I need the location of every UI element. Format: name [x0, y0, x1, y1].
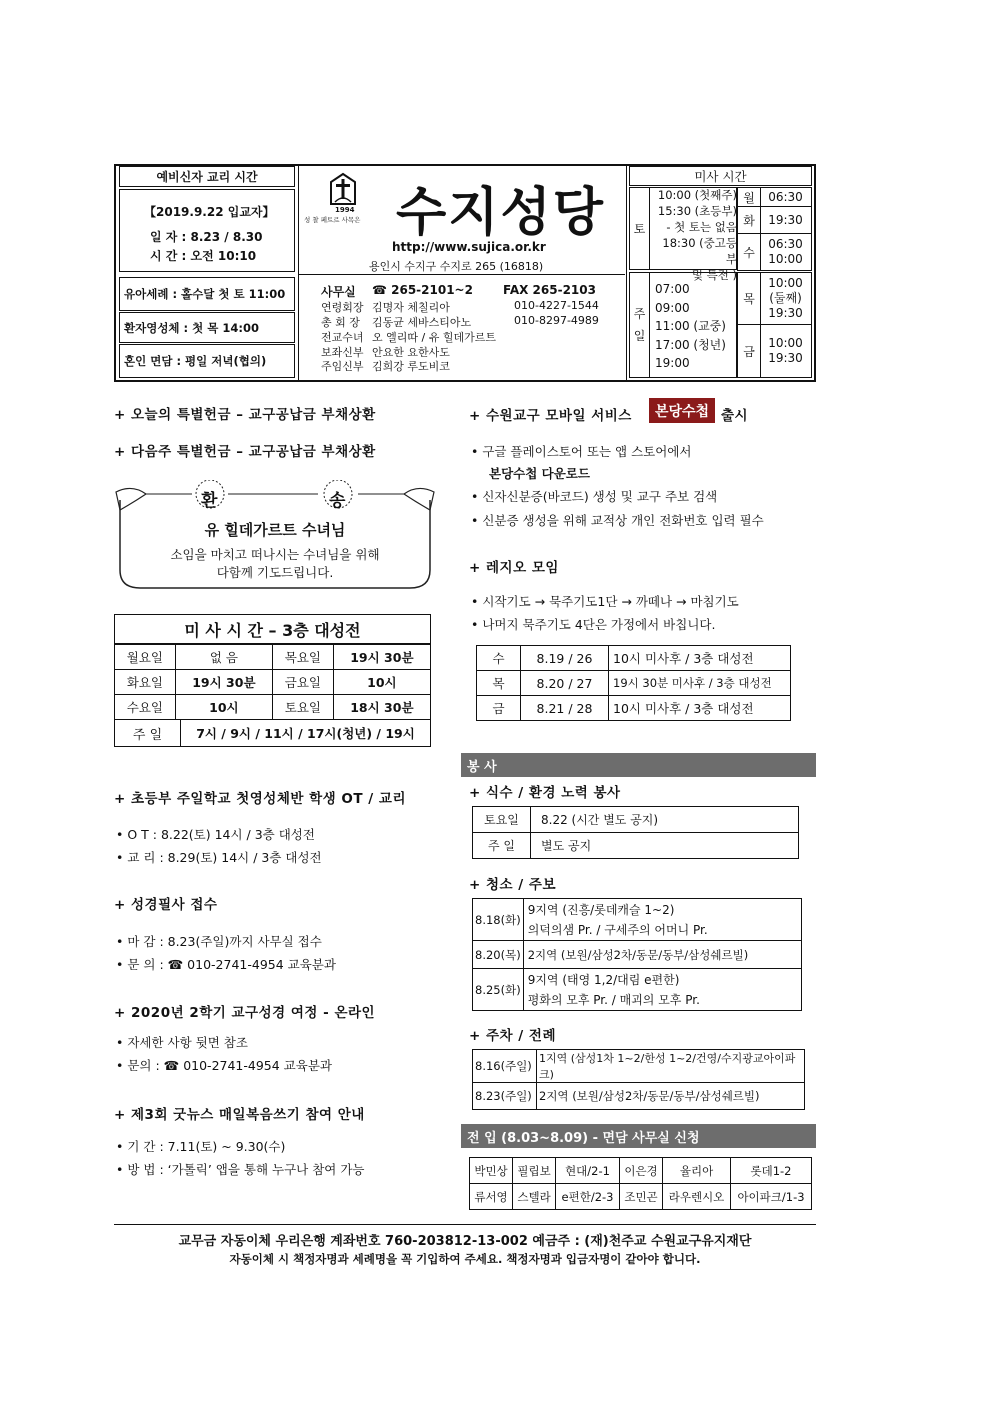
staff-name: 오 엘리따 / 유 힐데가르트 [372, 331, 496, 344]
table-row [473, 969, 802, 1011]
cell-line: 의덕의샘 Pr. / 구세주의 어머니 Pr. [527, 922, 708, 937]
table-cell: 스텔라 [513, 1184, 556, 1210]
footer-note: 자동이체 시 책정자명과 세례명을 꼭 기입하여 주세요. 책정자명과 입금자명이 같아야 합니다. [229, 1252, 701, 1266]
sun-label: 주 일 [629, 272, 650, 378]
table-row [477, 671, 791, 696]
table-row [473, 833, 799, 859]
sat-time: - 첫 토는 없음 [666, 220, 737, 234]
sun-time: 19:00 [655, 356, 690, 370]
table-row [470, 1158, 812, 1184]
table-row [473, 1083, 805, 1110]
church-name: 수지성당 [396, 183, 605, 243]
staff-role: 총 회 장 [321, 316, 360, 329]
sun-time: 09:00 [655, 300, 690, 315]
special-offering-today: + 오늘의 특별헌금 – 교구공납금 부채상환 [114, 407, 376, 423]
table-cell [523, 899, 801, 941]
table-cell: 19시 30분 [333, 645, 430, 670]
table-cell: 라우렌시오 [663, 1184, 731, 1210]
cleaning-title: + 청소 / 주보 [469, 877, 557, 893]
divider [626, 166, 627, 380]
table-row [473, 1050, 805, 1083]
table-cell: 10시 [175, 695, 272, 720]
table-row [473, 807, 799, 833]
table-cell: 8.18(화) [473, 899, 524, 941]
mobile-service-title: + 수원교구 모바일 서비스 [469, 408, 632, 424]
table-cell [523, 969, 801, 1011]
weekday-label: 목 [737, 272, 761, 325]
staff-name: 김명자 체칠리아 [372, 301, 450, 314]
church-url[interactable]: http://www.sujica.or.kr [392, 240, 546, 254]
table-row [477, 696, 791, 721]
list-item: • O T : 8.22(토) 14시 / 3층 대성전 [116, 827, 315, 842]
divider [298, 166, 299, 380]
staff-name: 안요한 요한사도 [372, 346, 450, 359]
mass-table-title: 미 사 시 간 – 3층 대성전 [114, 614, 431, 644]
office-fax: FAX 265-2103 [503, 283, 596, 297]
mobile-service-badge: 본당수첩 [649, 398, 715, 423]
table-cell: 없 음 [175, 645, 272, 670]
table-cell: e편한/2-3 [556, 1184, 620, 1210]
sun-times [655, 280, 726, 373]
church-logo-icon [327, 172, 359, 208]
table-cell: 토요일 [473, 807, 531, 833]
table-cell: 18시 30분 [333, 695, 430, 720]
table-cell: 류서영 [470, 1184, 513, 1210]
sat-time: 15:30 (초등부) [657, 204, 737, 218]
mass-table [114, 644, 431, 720]
weekday-label: 화 [737, 206, 761, 234]
legio-title: + 레지오 모임 [469, 560, 559, 576]
table-cell: 8.22 (시간 별도 공지) [531, 807, 799, 833]
table-row [115, 720, 431, 747]
table-cell: 19시 30분 미사후 / 3층 대성전 [609, 671, 791, 696]
weekday-label: 수 [737, 233, 761, 271]
farewell-line-2: 다함께 기도드립니다. [216, 565, 334, 580]
weekday-label: 월 [737, 187, 761, 207]
weekday-time: 10:00 [768, 336, 803, 350]
cell-line: 평화의 모후 Pr. / 매괴의 모후 Pr. [527, 992, 700, 1007]
table-cell: 현대/2-1 [556, 1158, 620, 1184]
legio-table [476, 645, 791, 721]
staff-name: 김동균 세바스티아노 [372, 316, 472, 329]
table-cell: 8.25(화) [473, 969, 524, 1011]
special-offering-next: + 다음주 특별헌금 – 교구공납금 부채상환 [114, 444, 376, 460]
table-cell: 8.21 / 28 [521, 696, 609, 721]
weekday-time: 10:00 [768, 276, 803, 290]
table-cell: 필립보 [513, 1158, 556, 1184]
table-cell: 목요일 [272, 645, 333, 670]
marriage-interview: 혼인 면담 : 평일 저녁(협의) [119, 344, 295, 378]
footer-account: 교무금 자동이체 우리은행 계좌번호 760-203812-13-002 예금주 : (재)천주교 수원교구유지재단 [178, 1234, 752, 1249]
table-cell: 아이파크/1-3 [731, 1184, 812, 1210]
table-cell: 2지역 (보원/삼성2차/동문/동부/삼성쉐르빌) [537, 1083, 805, 1110]
mobile-service-title-post: 출시 [721, 408, 749, 424]
cell-line: 9지역 (태영 1,2/대림 e편한) [527, 972, 680, 987]
section-title: + 2020년 2학기 교구성경 여정 - 온라인 [114, 1005, 376, 1021]
table-row [115, 695, 431, 720]
weekday-times [760, 272, 812, 325]
table-cell: 8.16(주일) [473, 1050, 537, 1083]
section-title: + 성경필사 접수 [114, 897, 218, 913]
table-cell: 수 [477, 646, 521, 671]
table-cell: 주 일 [115, 720, 181, 747]
table-cell: 8.19 / 26 [521, 646, 609, 671]
list-item: • 시작기도 → 묵주기도1단 → 까떼나 → 마침기도 [471, 594, 739, 609]
admission-line: 【2019.9.22 입교자】 [144, 205, 275, 219]
table-cell: 19시 30분 [175, 670, 272, 695]
weekday-time: 10:00 [768, 252, 803, 266]
weekday-time: 19:30 [768, 306, 803, 320]
table-cell: 박민상 [470, 1158, 513, 1184]
farewell-glyph-1: 환 [201, 491, 218, 511]
table-cell: 주 일 [473, 833, 531, 859]
table-cell: 1지역 (삼성1차 1~2/한성 1~2/건영/수지광교아이파크) [537, 1050, 805, 1083]
infant-baptism: 유아세례 : 홀수달 첫 토 11:00 [119, 277, 295, 311]
list-item: • 방 법 : ‘가톨릭’ 앱을 통해 누구나 참여 가능 [116, 1162, 365, 1177]
table-cell: 화요일 [115, 670, 176, 695]
farewell-line-1: 소임을 마치고 떠나시는 수녀님을 위해 [170, 547, 380, 562]
staff-role: 보좌신부 [321, 346, 364, 359]
weekday-times [760, 233, 812, 271]
farewell-glyph-2: 송 [329, 491, 346, 511]
table-cell: 8.23(주일) [473, 1083, 537, 1110]
catechism-title: 예비신자 교리 시간 [119, 166, 295, 187]
sick-communion: 환자영성체 : 첫 목 14:00 [119, 312, 295, 343]
table-cell: 2지역 (보원/삼성2차/동문/동부/삼성쉐르빌) [523, 941, 801, 969]
sun-time: 11:00 (교중) [655, 319, 726, 333]
table-cell: 10시 [333, 670, 430, 695]
cleaning-table [472, 898, 802, 1011]
section-title: + 초등부 주일학교 첫영성체반 학생 OT / 교리 [114, 791, 406, 807]
list-item: • 나머지 묵주기도 4단은 가정에서 바칩니다. [471, 617, 716, 632]
table-cell: 10시 미사후 / 3층 대성전 [609, 696, 791, 721]
table-cell: 금 [477, 696, 521, 721]
office-label: 사무실 [321, 285, 356, 299]
weekday-time: 19:30 [768, 351, 803, 365]
staff-phone: 010-4227-1544 [514, 299, 599, 312]
table-row [473, 941, 802, 969]
sat-time: 10:00 (첫째주) [657, 188, 737, 202]
list-item: • 교 리 : 8.29(토) 14시 / 3층 대성전 [116, 850, 322, 865]
list-item: • 신자신분증(바코드) 생성 및 교구 주보 검색 [471, 489, 718, 504]
table-cell: 토요일 [272, 695, 333, 720]
meal-service-table [472, 806, 799, 859]
weekday-time: 06:30 [768, 237, 803, 251]
transfer-bar: 전 입 (8.03~8.09) - 면담 사무실 신청 [461, 1124, 816, 1148]
service-bar: 봉 사 [461, 753, 816, 777]
table-row [477, 646, 791, 671]
weekday-time: (둘째) [769, 291, 802, 305]
parking-title: + 주차 / 전례 [469, 1028, 557, 1044]
list-item: 본당수첩 다운로드 [489, 466, 590, 481]
table-cell: 8.20(목) [473, 941, 524, 969]
sat-label: 토 [629, 187, 650, 270]
catechism-time: 시 간 : 오전 10:10 [150, 249, 257, 263]
logo-caption: 성 찰 페트르 사목은 [304, 216, 361, 224]
table-row [470, 1184, 812, 1210]
staff-role: 주임신부 [321, 360, 364, 373]
table-row [115, 670, 431, 695]
table-cell: 목 [477, 671, 521, 696]
sat-times [655, 187, 737, 283]
table-cell: 10시 미사후 / 3층 대성전 [609, 646, 791, 671]
office-phone: ☎ 265-2101~2 [372, 283, 473, 297]
weekday-label: 금 [737, 324, 761, 378]
table-cell: 이은경 [620, 1158, 663, 1184]
church-address: 용인시 수지구 수지로 265 (16818) [369, 260, 544, 273]
table-cell: 월요일 [115, 645, 176, 670]
footer-divider [114, 1224, 816, 1225]
section-title: + 제3회 굿뉴스 매일복음쓰기 참여 안내 [114, 1107, 365, 1123]
catechism-date: 일 자 : 8.23 / 8.30 [150, 230, 263, 244]
mass-table-sunday [114, 719, 431, 747]
table-cell: 롯데1-2 [731, 1158, 812, 1184]
sat-time: 18:30 (중고등부 [662, 236, 737, 266]
table-row [473, 899, 802, 941]
list-item: • 마 감 : 8.23(주일)까지 사무실 접수 [116, 934, 322, 949]
staff-role: 연령회장 [321, 301, 364, 314]
staff-role: 전교수녀 [321, 331, 364, 344]
list-item: • 문 의 : ☎ 010-2741-4954 교육분과 [116, 957, 336, 972]
cell-line: 9지역 (진흥/롯데캐슬 1~2) [527, 902, 675, 917]
divider [298, 274, 625, 275]
list-item: • 문의 : ☎ 010-2741-4954 교육분과 [116, 1058, 332, 1073]
parking-table [472, 1049, 805, 1110]
table-cell: 별도 공지 [531, 833, 799, 859]
staff-phone: 010-8297-4989 [514, 314, 599, 327]
mass-time-title: 미사 시간 [629, 166, 812, 186]
list-item: • 기 간 : 7.11(토) ~ 9.30(수) [116, 1139, 286, 1154]
list-item: • 신분증 생성을 위해 교적상 개인 전화번호 입력 필수 [471, 513, 764, 528]
logo-year: 1994 [335, 206, 355, 214]
staff-name: 김희강 루도비코 [372, 360, 450, 373]
table-cell: 수요일 [115, 695, 176, 720]
sun-time: 17:00 (청년) [655, 337, 726, 352]
meal-service-title: + 식수 / 환경 노력 봉사 [469, 785, 621, 801]
table-cell: 율리아 [663, 1158, 731, 1184]
weekday-time: 19:30 [760, 206, 812, 234]
sat-time: 및 특전 ) [691, 268, 737, 282]
transfer-table [469, 1157, 812, 1210]
table-cell: 금요일 [272, 670, 333, 695]
table-row [115, 645, 431, 670]
farewell-name: 유 힐데가르트 수녀님 [204, 521, 346, 539]
table-cell: 7시 / 9시 / 11시 / 17시(청년) / 19시 [181, 720, 431, 747]
weekday-times [760, 324, 812, 378]
table-cell: 조민곤 [620, 1184, 663, 1210]
list-item: • 자세한 사항 뒷면 참조 [116, 1035, 248, 1050]
table-cell: 8.20 / 27 [521, 671, 609, 696]
weekday-time: 06:30 [760, 187, 812, 207]
list-item: • 구글 플레이스토어 또는 앱 스토어에서 [471, 444, 692, 459]
sun-time: 07:00 [655, 282, 690, 296]
